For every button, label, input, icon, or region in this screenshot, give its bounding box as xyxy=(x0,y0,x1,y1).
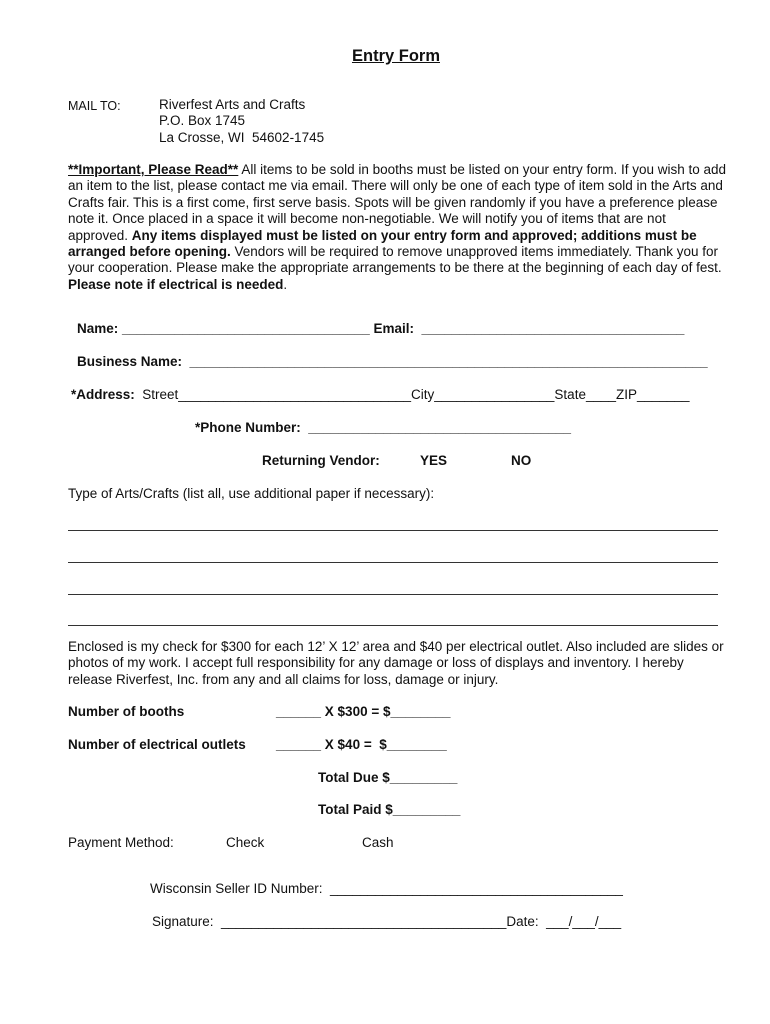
total-due[interactable]: Total Due $_________ xyxy=(318,770,458,785)
name-email-field[interactable]: Name: _________________________________ Email: ___________________________________ xyxy=(77,321,685,336)
payment-method-label: Payment Method: xyxy=(68,835,174,850)
mail-address-line-2: P.O. Box 1745 xyxy=(159,113,246,128)
important-notice xyxy=(68,162,728,293)
address-label: *Address: xyxy=(71,387,135,402)
enclosed-statement: Enclosed is my check for $300 for each 12’ X 12’ area and $40 per electrical outlet. Also included are slides or photos of my work. I accept full responsibility for any damage or loss of displays and inventory. I hereby release Riverfest, Inc. from any and all claims for loss, damage or injury. xyxy=(68,639,724,687)
important-bold-2: Please note if electrical is needed xyxy=(68,276,284,292)
important-heading: **Important, Please Read** xyxy=(68,162,239,177)
mail-address-line-1: Riverfest Arts and Crafts xyxy=(159,97,306,112)
important-text-3: . xyxy=(283,276,288,292)
arts-crafts-line-2[interactable] xyxy=(68,562,718,563)
important-text-1: All items to be sold in booths must be listed on your entry form. If you wish to add an item to the list, please contact me via email. There will only be one of each type of item sold in the Arts and Crafts fair. This is a first come, first serve basis. Spots will be given randomly if you have a preference please note it. Once placed in a space it will become non-negotiable. We will notify you of items that are not approved. xyxy=(68,162,727,243)
arts-crafts-label: Type of Arts/Crafts (list all, use additional paper if necessary): xyxy=(68,486,435,501)
mail-address-line-3: La Crosse, WI 54602-1745 xyxy=(159,130,325,145)
page-title: Entry Form xyxy=(351,47,440,65)
important-bold-1: Any items displayed must be listed on your entry form and approved; additions must be arranged before opening. xyxy=(68,227,697,260)
payment-check-option[interactable]: Check xyxy=(226,835,265,850)
mail-to-label: MAIL TO: xyxy=(68,99,121,113)
address-field[interactable] xyxy=(71,387,690,402)
phone-field[interactable]: *Phone Number: ___________________________________ xyxy=(195,420,572,435)
returning-vendor-label: Returning Vendor: xyxy=(262,453,380,468)
outlets-label: Number of electrical outlets xyxy=(68,737,246,752)
important-text-2: Vendors will be required to remove unapproved items immediately. Thank you for your cooperation. Please make the appropriate arrangements to be there at the beginning of each day of fest. xyxy=(68,244,722,276)
arts-crafts-line-4[interactable] xyxy=(68,625,718,626)
arts-crafts-line-1[interactable] xyxy=(68,530,718,531)
arts-crafts-line-3[interactable] xyxy=(68,594,718,595)
total-paid[interactable]: Total Paid $_________ xyxy=(318,802,461,817)
business-name-field[interactable]: Business Name: _____________________________________________________________________ xyxy=(77,354,708,369)
outlets-formula[interactable]: ______ X $40 = $________ xyxy=(276,737,447,752)
seller-id-field[interactable]: Wisconsin Seller ID Number: _______________________________________ xyxy=(150,881,623,896)
returning-no-option[interactable]: NO xyxy=(511,453,532,468)
returning-yes-option[interactable]: YES xyxy=(420,453,448,468)
booths-label: Number of booths xyxy=(68,704,185,719)
address-parts: Street_______________________________City________________State____ZIP_______ xyxy=(134,387,690,402)
signature-date-field[interactable]: Signature: ______________________________________Date: ___/___/___ xyxy=(152,914,622,929)
booths-formula[interactable]: ______ X $300 = $________ xyxy=(276,704,451,719)
payment-cash-option[interactable]: Cash xyxy=(362,835,394,850)
